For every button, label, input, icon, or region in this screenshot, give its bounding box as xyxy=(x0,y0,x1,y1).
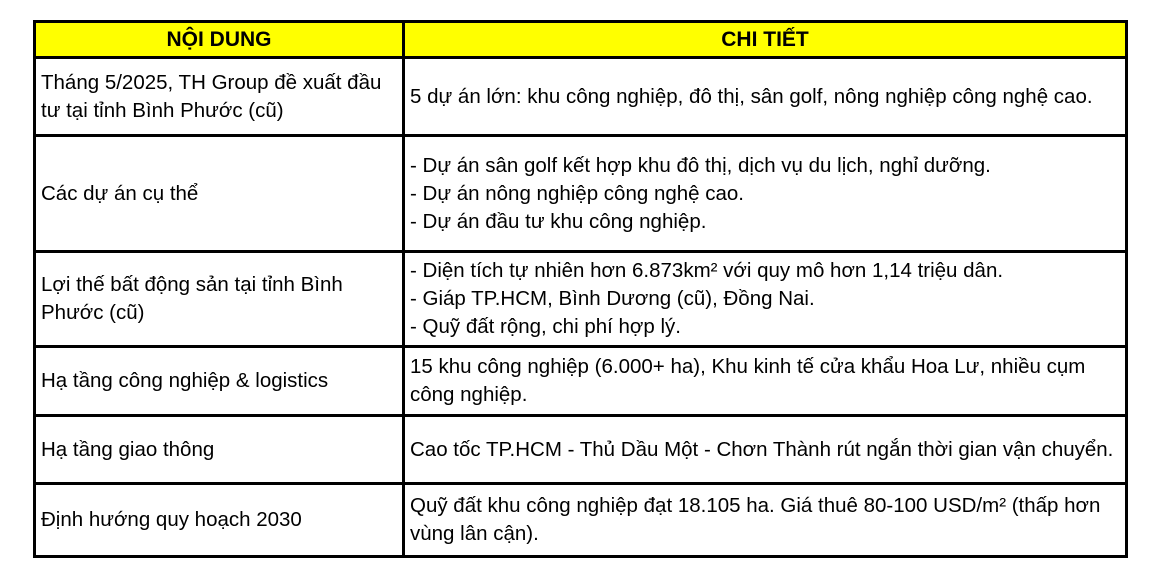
table-row xyxy=(35,252,1127,347)
detail-line: - Diện tích tự nhiên hơn 6.873km² với quy mô hơn 1,14 triệu dân. xyxy=(410,259,1004,282)
table-row xyxy=(35,58,1127,136)
table-row xyxy=(35,416,1127,484)
table-row xyxy=(35,484,1127,557)
row-content: Định hướng quy hoạch 2030 xyxy=(35,484,404,557)
row-details xyxy=(404,58,1127,136)
row-content: Tháng 5/2025, TH Group đề xuất đầu tư tại tỉnh Bình Phước (cũ) xyxy=(35,58,404,136)
header-content: NỘI DUNG xyxy=(35,22,404,58)
detail-line: 15 khu công nghiệp (6.000+ ha), Khu kinh tế cửa khẩu Hoa Lư, nhiều cụm công nghiệp. xyxy=(410,355,1086,406)
row-content: Các dự án cụ thể xyxy=(35,136,404,252)
header-details: CHI TIẾT xyxy=(404,22,1127,58)
row-content: Hạ tầng công nghiệp & logistics xyxy=(35,347,404,416)
detail-line: Quỹ đất khu công nghiệp đạt 18.105 ha. Giá thuê 80-100 USD/m² (thấp hơn vùng lân cận). xyxy=(410,494,1101,545)
row-content: Lợi thế bất động sản tại tỉnh Bình Phước (cũ) xyxy=(35,252,404,347)
header-row xyxy=(35,22,1127,58)
info-table xyxy=(33,20,1128,558)
row-details xyxy=(404,416,1127,484)
detail-line: - Dự án đầu tư khu công nghiệp. xyxy=(410,209,707,233)
row-details xyxy=(404,252,1127,347)
row-details xyxy=(404,347,1127,416)
detail-line: - Giáp TP.HCM, Bình Dương (cũ), Đồng Nai. xyxy=(410,287,815,310)
detail-line: - Dự án nông nghiệp công nghệ cao. xyxy=(410,181,744,205)
table-row xyxy=(35,136,1127,252)
detail-line: 5 dự án lớn: khu công nghiệp, đô thị, sân golf, nông nghiệp công nghệ cao. xyxy=(410,84,1093,108)
detail-line: Cao tốc TP.HCM - Thủ Dầu Một - Chơn Thành rút ngắn thời gian vận chuyển. xyxy=(410,437,1114,461)
detail-line: - Quỹ đất rộng, chi phí hợp lý. xyxy=(410,315,681,338)
table-row xyxy=(35,347,1127,416)
row-content: Hạ tầng giao thông xyxy=(35,416,404,484)
row-details xyxy=(404,484,1127,557)
detail-line: - Dự án sân golf kết hợp khu đô thị, dịch vụ du lịch, nghỉ dưỡng. xyxy=(410,153,991,177)
row-details xyxy=(404,136,1127,252)
